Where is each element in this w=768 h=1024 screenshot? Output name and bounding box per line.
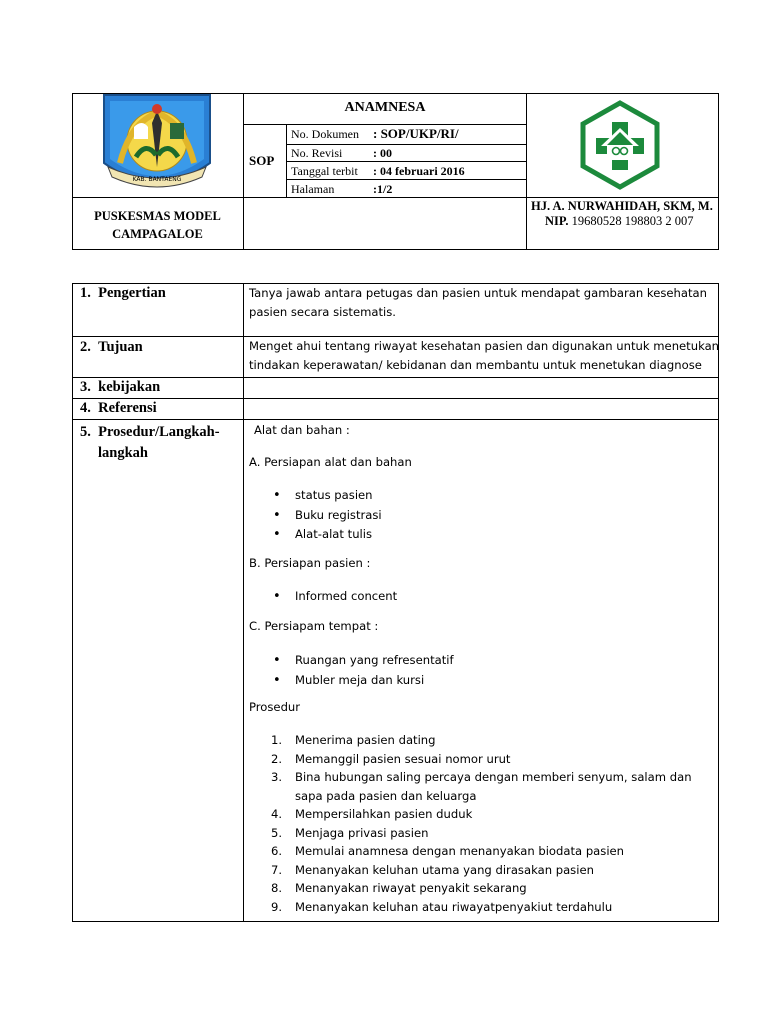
step-text: Menjaga privasi pasien [295, 825, 429, 840]
meta-label-tanggal: Tanggal terbit [291, 164, 358, 178]
step-num: 1. [271, 733, 283, 747]
section-title: Prosedur/Langkah- [98, 424, 220, 440]
step-text: Menerima pasien dating [295, 733, 436, 747]
step-text: Menanyakan keluhan atau riwayatpenyakiut terdahulu [295, 899, 613, 914]
step-text: Bina hubungan saling percaya dengan memberi senyum, salam dan sapa pada pasien dan keluarga [295, 770, 692, 803]
section-num: 3. [80, 379, 91, 395]
step-text: Memulai anamnesa dengan menanyakan biodata pasien [295, 844, 625, 858]
persiapan-tempat-list [295, 651, 454, 690]
section-title: kebijakan [98, 379, 161, 395]
list-item: • Informed concent [295, 587, 397, 607]
step-num: 3. [271, 770, 283, 784]
step-text: Memanggil pasien sesuai nomor urut [295, 751, 511, 766]
meta-label-revisi: No. Revisi [291, 146, 343, 160]
section-title-cont: langkah [98, 445, 148, 461]
step-item [271, 824, 710, 843]
org-name [72, 207, 243, 243]
org-name-line1: PUSKESMAS MODEL [94, 209, 221, 223]
text-line: pasien secara sistematis. [249, 305, 396, 319]
step-item [271, 750, 710, 769]
meta-value-revisi: : 00 [373, 146, 392, 160]
org-name-line2: CAMPAGALOE [112, 227, 203, 241]
document-title: ANAMNESA [344, 100, 426, 115]
text-line: Menget ahui tentang riwayat kesehatan pasien dan digunakan untuk menetukan [249, 339, 720, 353]
text-line: tindakan keperawatan/ kebidanan dan membantu untuk menetukan diagnose [249, 358, 702, 372]
puskesmas-cross-icon [579, 100, 661, 190]
section-title: Pengertian [98, 285, 166, 301]
regency-emblem-icon [100, 93, 214, 194]
step-num: 9. [271, 899, 283, 914]
regency-logo [100, 93, 214, 194]
puskesmas-logo [579, 100, 661, 190]
step-text: Menanyakan keluhan utama yang dirasakan pasien [295, 862, 594, 877]
meta-label-halaman: Halaman [291, 182, 335, 196]
prosedur-steps [271, 731, 710, 916]
step-item [271, 879, 710, 898]
alat-heading: Alat dan bahan : [254, 423, 350, 437]
step-num: 6. [271, 844, 283, 858]
list-item: • status pasien [295, 486, 382, 506]
list-item: • Buku registrasi [295, 506, 382, 526]
nip-value: 19680528 198803 2 007 [568, 214, 694, 228]
step-item [271, 842, 710, 861]
step-text: Mempersilahkan pasien duduk [295, 807, 473, 821]
section-title: Tujuan [98, 339, 143, 355]
step-text: Menanyakan riwayat penyakit sekarang [295, 881, 527, 895]
section-label-tujuan [80, 339, 143, 356]
section-num: 5. [80, 424, 91, 440]
list-item: • Alat-alat tulis [295, 525, 382, 545]
section-label-pengertian [80, 285, 166, 302]
step-num: 2. [271, 751, 283, 766]
section-num: 1. [80, 285, 91, 301]
persiapan-pasien-list [295, 587, 397, 607]
section-num: 4. [80, 400, 91, 416]
step-num: 7. [271, 862, 283, 877]
list-item: • Mubler meja dan kursi [295, 671, 454, 691]
tujuan-text [249, 337, 719, 375]
section-label-referensi [80, 400, 157, 417]
list-item: • Ruangan yang refresentatif [295, 651, 454, 671]
meta-value-dokumen: : SOP/UKP/RI/ [373, 126, 459, 141]
step-item [271, 861, 710, 880]
persiapan-alat-heading: A. Persiapan alat dan bahan [249, 455, 412, 469]
step-item [271, 898, 710, 917]
signer-name: HJ. A. NURWAHIDAH, SKM, M. [531, 199, 713, 213]
step-num: 4. [271, 807, 283, 821]
step-num: 8. [271, 881, 283, 895]
section-label-kebijakan [80, 379, 160, 396]
persiapan-tempat-heading: C. Persiapam tempat : [249, 619, 379, 633]
signer-nip [545, 214, 694, 229]
meta-label-dokumen: No. Dokumen [291, 127, 359, 141]
section-title: Referensi [98, 400, 157, 416]
prosedur-heading: Prosedur [249, 700, 301, 714]
step-item [271, 805, 710, 824]
sop-label: SOP [249, 153, 275, 168]
logo-caption: KAB. BANTAENG [132, 176, 182, 183]
section-num: 2. [80, 339, 91, 355]
persiapan-alat-list [295, 486, 382, 545]
step-item [271, 731, 710, 750]
step-num: 5. [271, 825, 283, 840]
text-line: Tanya jawab antara petugas dan pasien untuk mendapat gambaran kesehatan [249, 286, 707, 300]
persiapan-pasien-heading: B. Persiapan pasien : [249, 556, 371, 570]
meta-value-tanggal: : 04 februari 2016 [373, 164, 465, 178]
meta-value-halaman: :1/2 [373, 182, 393, 196]
step-item [271, 768, 710, 805]
nip-label: NIP. [545, 214, 569, 228]
pengertian-text [249, 284, 707, 322]
section-label-prosedur [80, 422, 220, 464]
